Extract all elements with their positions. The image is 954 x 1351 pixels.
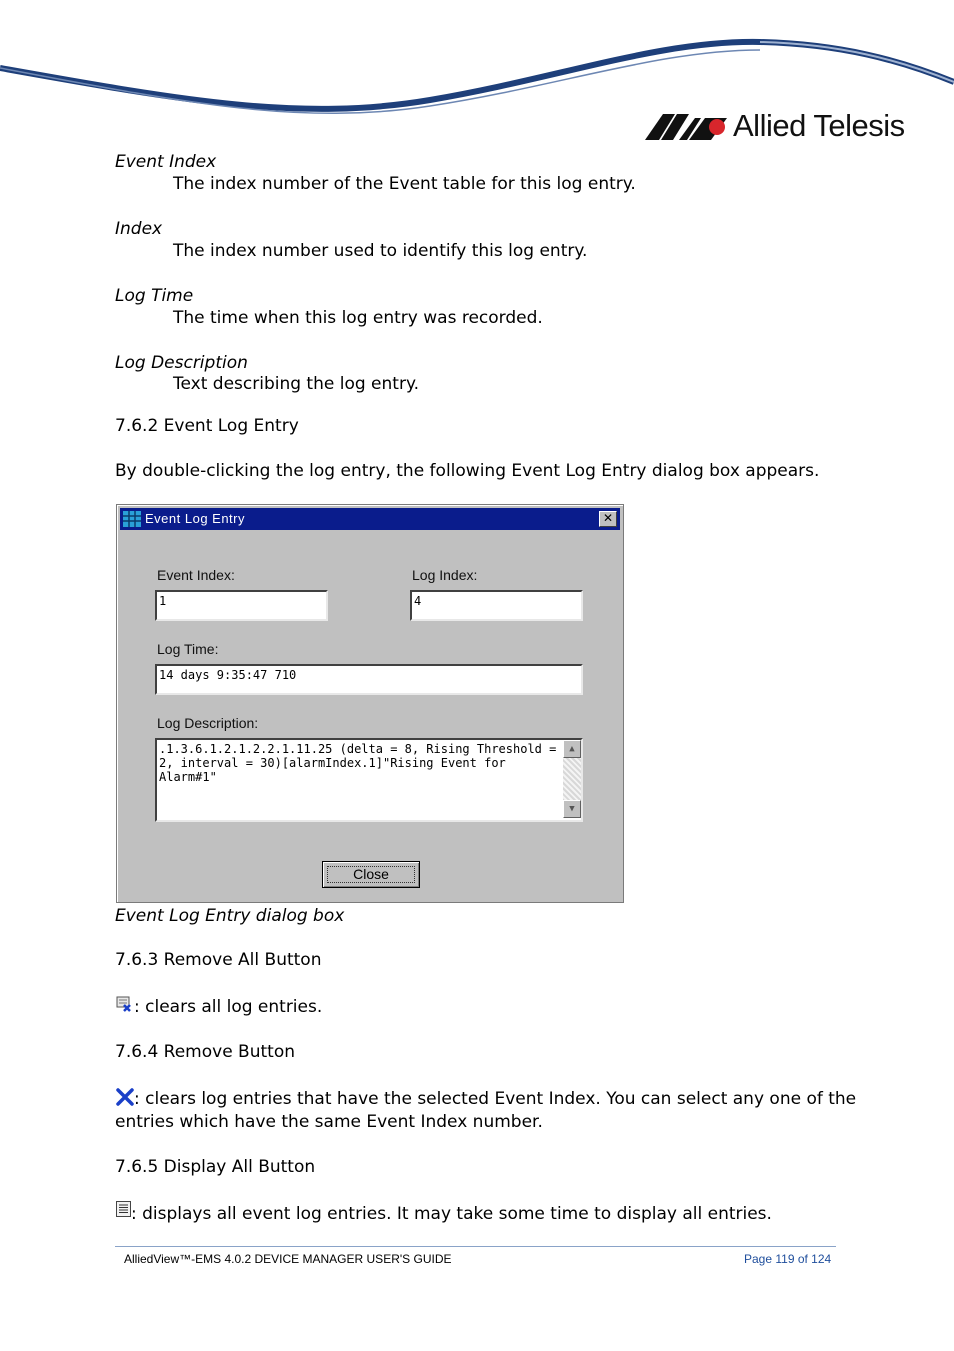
scroll-up-icon[interactable]: ▲ [563, 740, 581, 758]
heading-7-6-5: 7.6.5 Display All Button [115, 1157, 316, 1177]
heading-7-6-2: 7.6.2 Event Log Entry [115, 416, 299, 436]
log-time-field[interactable]: 14 days 9:35:47 710 [155, 664, 583, 695]
paragraph-7-6-4-line2: entries which have the same Event Index number. [115, 1112, 543, 1132]
focus-rectangle [327, 866, 415, 883]
logo-wordmark: Allied Telesis [733, 108, 905, 143]
log-index-label: Log Index: [412, 567, 478, 583]
dialog-titlebar[interactable] [120, 508, 620, 530]
desc-log-time: The time when this log entry was recorded. [173, 308, 543, 328]
heading-7-6-4: 7.6.4 Remove Button [115, 1042, 295, 1062]
event-index-field[interactable]: 1 [155, 590, 328, 621]
log-description-label: Log Description: [157, 715, 259, 731]
scroll-down-icon[interactable]: ▼ [563, 800, 581, 818]
term-event-index: Event Index [115, 152, 217, 172]
paragraph-7-6-2: By double-clicking the log entry, the following Event Log Entry dialog box appears. [115, 461, 820, 481]
desc-log-description: Text describing the log entry. [173, 374, 419, 394]
log-description-box[interactable] [155, 738, 583, 822]
paragraph-7-6-4-line1: : clears log entries that have the selected Event Index. You can select any one of the [134, 1089, 857, 1109]
display-all-icon [116, 1201, 131, 1217]
vertical-scrollbar[interactable] [563, 740, 581, 818]
term-index: Index [115, 219, 163, 239]
allied-telesis-mark-icon [645, 114, 727, 140]
term-log-description: Log Description [115, 353, 248, 373]
remove-x-icon [116, 1088, 134, 1106]
heading-7-6-3: 7.6.3 Remove All Button [115, 950, 322, 970]
allied-telesis-logo [645, 108, 905, 148]
footer-page-number: Page 119 of 124 [744, 1252, 832, 1266]
close-icon[interactable]: ✕ [599, 511, 617, 527]
log-index-field[interactable]: 4 [410, 590, 583, 621]
close-button[interactable] [322, 861, 420, 888]
figure-caption: Event Log Entry dialog box [115, 906, 345, 926]
log-description-text: .1.3.6.1.2.1.2.2.1.11.25 (delta = 8, Rising Threshold = 2, interval = 30)[alarmIndex.1]"Rising Event for Alarm#1" [159, 742, 557, 784]
footer-rule [115, 1246, 836, 1247]
paragraph-7-6-3: : clears all log entries. [134, 997, 323, 1017]
log-time-label: Log Time: [157, 641, 219, 657]
paragraph-7-6-5: : displays all event log entries. It may take some time to display all entries. [131, 1204, 772, 1224]
term-log-time: Log Time [115, 286, 194, 306]
desc-event-index: The index number of the Event table for this log entry. [173, 174, 636, 194]
event-index-label: Event Index: [157, 567, 235, 583]
close-button-label: Close [353, 866, 389, 882]
event-log-entry-dialog [116, 504, 624, 903]
dialog-title: Event Log Entry [145, 511, 245, 526]
footer-document-title: AlliedView™-EMS 4.0.2 DEVICE MANAGER USER'S GUIDE [124, 1252, 452, 1266]
remove-all-icon [116, 996, 134, 1013]
dialog-app-icon [123, 511, 141, 527]
desc-index: The index number used to identify this log entry. [173, 241, 588, 261]
